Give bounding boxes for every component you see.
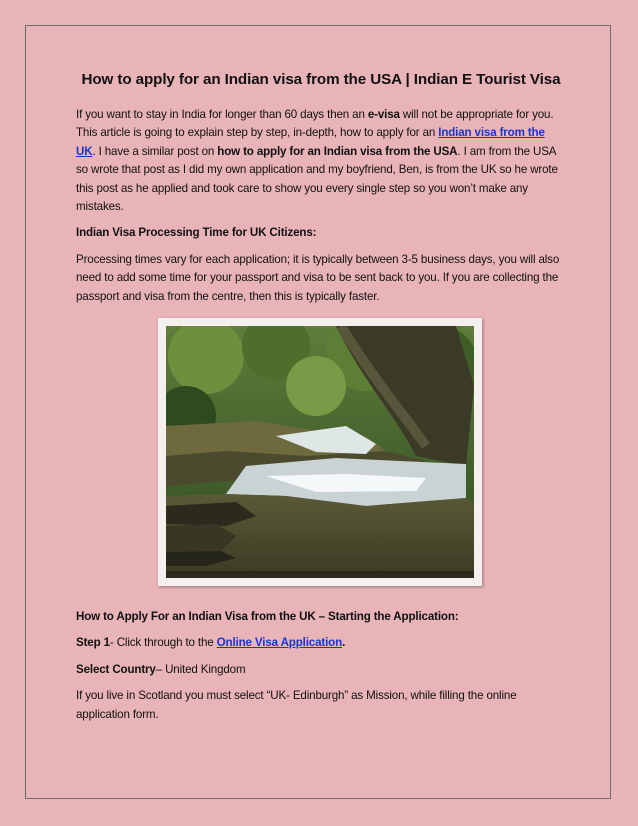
step1-label: Step 1 — [76, 636, 110, 650]
indian-visa-uk-link[interactable]: Indian visa from the UK — [76, 126, 545, 158]
evisa-bold: e-visa — [367, 108, 400, 121]
intro-text-2: will not be appropriate for you. This article is going to explain step by step, in-depth, how to apply for an — [76, 108, 554, 140]
forest-waterfall-photo — [158, 318, 482, 586]
intro-text-3: . I have a similar post on — [92, 144, 218, 158]
waterfall-image — [166, 326, 474, 578]
intro-text-4: . I am from the USA so wrote that post as I did my own application and my boyfriend, Ben, is from the UK so he wrote this post as he applied and took care to show you every single step so you won’t make any mistakes. — [76, 144, 558, 214]
scotland-paragraph: If you live in Scotland you must select “UK- Edinburgh” as Mission, while filling the online application form. — [76, 689, 517, 721]
intro-text-1: If you want to stay in India for longer than 60 days then an — [76, 108, 368, 121]
select-country-label: Select Country — [76, 662, 156, 676]
processing-heading: Indian Visa Processing Time for UK Citizens: — [76, 226, 317, 240]
step1-end: . — [342, 636, 346, 650]
select-country-value: – United Kingdom — [155, 662, 246, 676]
select-country-paragraph — [76, 661, 566, 679]
document-body — [76, 70, 566, 724]
apply-heading: How to Apply For an Indian Visa from the UK – Starting the Application: — [76, 610, 459, 624]
online-visa-application-link[interactable]: Online Visa Application — [216, 636, 343, 650]
page-title: How to apply for an Indian visa from the USA | Indian E Tourist Visa — [81, 71, 561, 88]
step1-paragraph — [76, 634, 566, 652]
processing-paragraph: Processing times vary for each application; it is typically between 3-5 business days, you will also need to add some time for your passport and visa to be sent back to you. If you are collecting the passport and visa from the centre, then this is typically faster. — [76, 252, 560, 303]
step1-text: - Click through to the — [109, 636, 217, 650]
intro-paragraph — [76, 106, 566, 216]
usa-post-bold: how to apply for an Indian visa from the USA — [217, 144, 458, 158]
